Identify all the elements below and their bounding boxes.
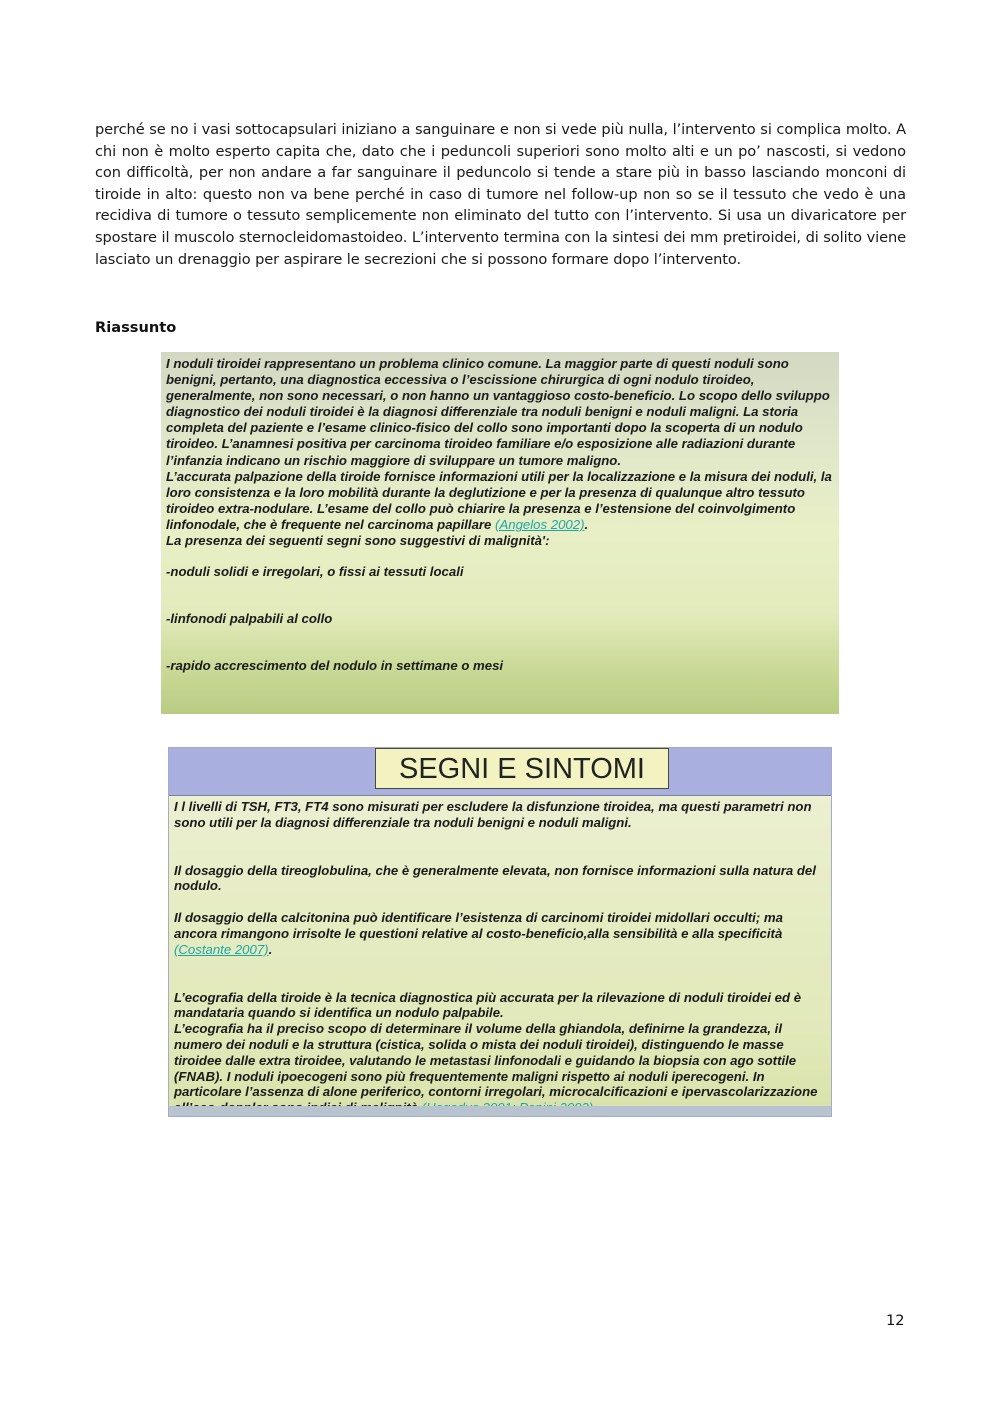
signs-title: SEGNI E SINTOMI: [375, 748, 669, 789]
spacer: [166, 580, 834, 611]
summary-box: [161, 352, 839, 714]
signs-paragraph-3-end: .: [268, 941, 273, 957]
body-paragraph: perché se no i vasi sottocapsulari iniziano a sanguinare e non si vede più nulla, l’intervento si complica molto. A chi non è molto esperto capita che, dato che i peduncoli superiori sono molto alti e un po’ nascosti, si vedono con difficoltà, per non andare a far sanguinare il peduncolo si tende a stare più in basso lasciando monconi di tiroide in alto: questo non va bene perché in caso di tumore nel follow-up non so se il tessuto che vedo è una recidiva di tumore o tessuto semplicemente non eliminato del tutto con l’intervento. Si usa un divaricatore per spostare il muscolo sternocleidomastoideo. L’intervento termina con la sintesi dei mm pretiroidei, di solito viene lasciato un drenaggio per aspirare le secrezioni che si possono formare dopo l’intervento.: [95, 121, 906, 268]
summary-paragraph-1: I noduli tiroidei rappresentano un problema clinico comune. La maggior parte di questi noduli sono benigni, pertanto, una diagnostica eccessiva o l’escissione chirurgica di ogni nodulo tiroideo, generalmente, non sono necessari, o non hanno un vantaggioso costo-beneficio. Lo scopo dello sviluppo diagnostico dei noduli tiroidei è la diagnosi differenziale tra noduli benigni e noduli maligni. La storia completa del paziente e l’esame clinico-fisico del collo sono importanti dopo la scoperta di un nodulo tiroideo. L’anamnesi positiva per carcinoma tiroideo familiare e/o esposizione alle radiazioni durante l’infanzia indicano un rischio maggiore di sviluppare un tumore maligno.: [166, 356, 830, 468]
signs-symptoms-box: [168, 747, 832, 1117]
spacer: [174, 958, 827, 990]
signs-paragraph-3-text: Il dosaggio della calcitonina può identificare l’esistenza di carcinomi tiroidei midollari occulti; ma ancora rimangono irrisolte le questioni relative al costo-beneficio,alla sensibilità e alla specificità: [174, 910, 783, 941]
spacer: [174, 831, 827, 863]
signs-footer-band: [169, 1106, 831, 1116]
malignancy-sign-3: -rapido accrescimento del nodulo in settimane o mesi: [166, 658, 504, 674]
malignancy-sign-1: -noduli solidi e irregolari, o fissi ai tessuti locali: [166, 564, 464, 580]
signs-body: [169, 796, 831, 1116]
summary-paragraph-2: [166, 469, 834, 533]
spacer: [166, 549, 834, 564]
signs-paragraph-3: [174, 910, 827, 957]
citation-link-angelos[interactable]: (Angelos 2002): [495, 516, 585, 532]
signs-paragraph-5-text: L’ecografia ha il preciso scopo di determinare il volume della ghiandola, definirne la grandezza, il numero dei noduli e la struttura (cistica, solida o mista dei noduli tiroidei), distinguendo le masse tiroidee dalle extra tiroidee, valutando le metastasi linfonodali e guidando la biopsia con ago sottile (FNAB). I noduli ipoecogeni sono più frequentemente maligni rispetto ai noduli iperecogeni. In particolare l’assenza di alone periferico, contorni irregolari, microcalcificazioni e ipervascolarizzazione: [174, 1021, 818, 1100]
summary-paragraph-2-text: L’accurata palpazione della tiroide fornisce informazioni utili per la localizzazione e la misura dei noduli, la loro consistenza e la loro mobilità durante la deglutizione e per la presenza di qualunque altro tessuto tiroideo extra-nodulare. L’esame del collo può chiarire la presenza e l’estensione del coinvolgimento linfonodale, che è frequente nel carcinoma papillare: [166, 468, 832, 532]
spacer: [174, 894, 827, 910]
malignancy-sign-2: -linfonodi palpabili al collo: [166, 611, 333, 627]
spacer: [166, 627, 834, 658]
section-heading: Riassunto: [95, 319, 177, 336]
signs-paragraph-5: [174, 1021, 827, 1116]
page-number: 12: [886, 1312, 905, 1329]
citation-link-costante[interactable]: (Costante 2007): [174, 941, 269, 957]
signs-paragraph-4: L’ecografia della tiroide è la tecnica diagnostica più accurata per la rilevazione di noduli tiroidei ed è mandataria quando si identifica un nodulo palpabile.: [174, 989, 802, 1021]
signs-paragraph-1: I l livelli di TSH, FT3, FT4 sono misurati per escludere la disfunzione tiroidea, ma questi parametri non sono utili per la diagnosi differenziale tra noduli benigni e noduli maligni.: [174, 799, 812, 830]
summary-paragraph-2-end: .: [584, 516, 589, 532]
signs-paragraph-2: Il dosaggio della tireoglobulina, che è generalmente elevata, non fornisce informazioni sulla natura del nodulo.: [174, 862, 816, 894]
signs-header-band: [169, 748, 831, 796]
summary-paragraph-3: La presenza dei seguenti segni sono suggestivi di malignità':: [166, 533, 550, 549]
